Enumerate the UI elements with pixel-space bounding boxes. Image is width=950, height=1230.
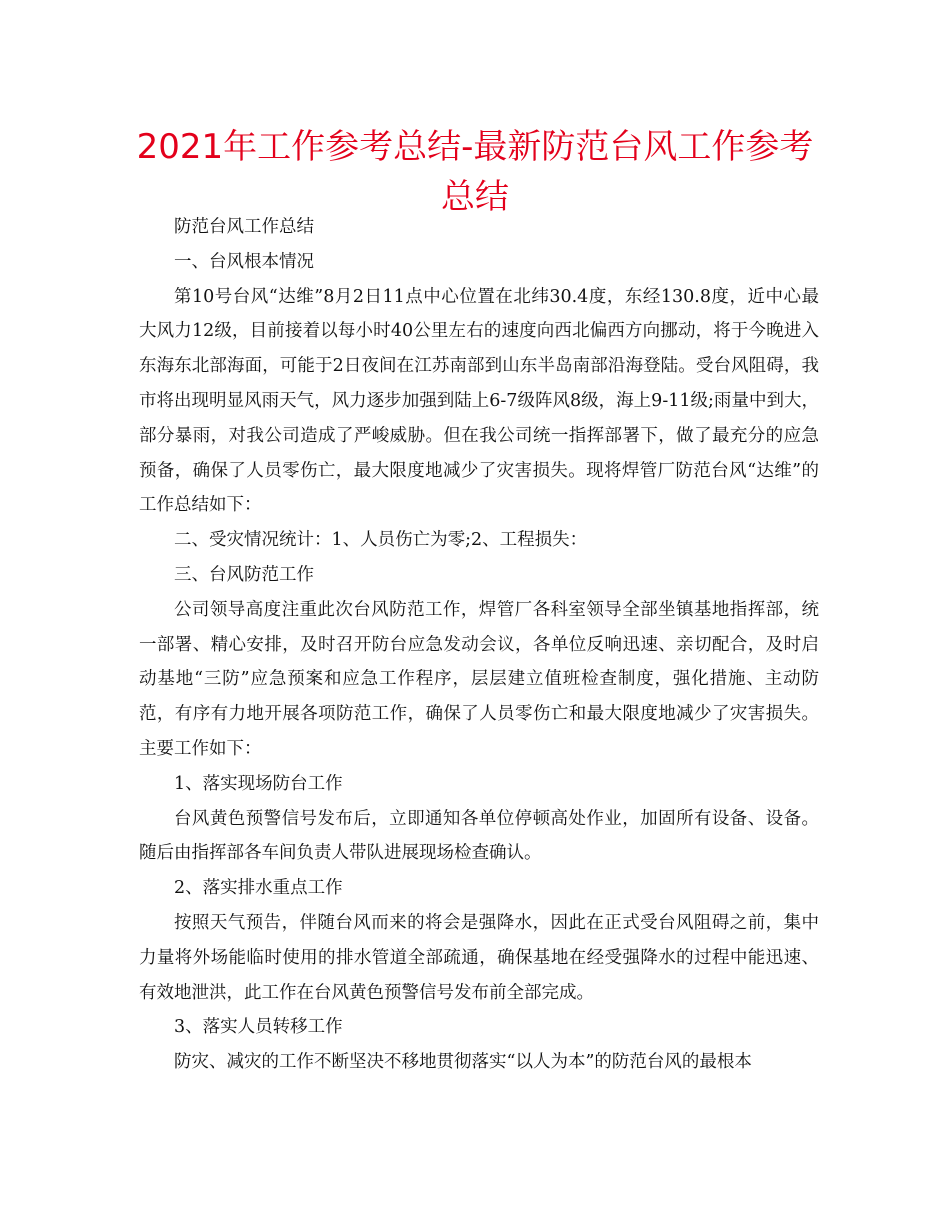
subsection-heading: 3、落实人员转移工作	[174, 1017, 343, 1038]
paragraph-heading: 防范台风工作总结	[174, 217, 314, 237]
document-body	[139, 210, 819, 1080]
paragraph: 公司领导高度注重此次台风防范工作，焊管厂各科室领导全部坐镇基地指挥部，统一部署、精心安排，及时召开防台应急发动会议，各单位反响迅速、亲切配合，及时启动基地“三防”应急预案和应急工作程序，层层建立值班检查制度，强化措施、主动防范，有序有力地开展各项防范工作，确保了人员零伤亡和最大限度地减少了灾害损失。主要工作如下：	[139, 599, 819, 759]
paragraph: 按照天气预告，伴随台风而来的将会是强降水，因此在正式受台风阻碍之前，集中力量将外场能临时使用的排水管道全部疏通，确保基地在经受强降水的过程中能迅速、有效地泄洪，此工作在台风黄色预警信号发布前全部完成。	[139, 912, 819, 1003]
section-heading: 三、台风防范工作	[174, 564, 314, 585]
subsection-heading: 2、落实排水重点工作	[174, 878, 343, 899]
paragraph: 第10号台风“达维”8月2日11点中心位置在北纬30.4度，东经130.8度，近中心最大风力12级，目前接着以每小时40公里左右的速度向西北偏西方向挪动，将于今晚进入东海东北部海面，可能于2日夜间在江苏南部到山东半岛南部沿海登陆。受台风阻碍，我市将出现明显风雨天气，风力逐步加强到陆上6-7级阵风8级，海上9-11级;雨量中到大，部分暴雨，对我公司造成了严峻威胁。但在我公司统一指挥部署下，做了最充分的应急预备，确保了人员零伤亡，最大限度地减少了灾害损失。现将焊管厂防范台风“达维”的工作总结如下：	[139, 286, 819, 516]
section-heading: 一、台风根本情况	[174, 251, 314, 272]
paragraph: 防灾、减灾的工作不断坚决不移地贯彻落实“以人为本”的防范台风的最根本	[174, 1052, 752, 1073]
document-title: 2021年工作参考总结-最新防范台风工作参考总结	[136, 127, 814, 217]
subsection-heading: 1、落实现场防台工作	[174, 773, 343, 794]
paragraph: 台风黄色预警信号发布后，立即通知各单位停顿高处作业，加固所有设备、设备。随后由指挥部各车间负责人带队进展现场检查确认。	[139, 808, 819, 864]
section-heading: 二、受灾情况统计：1、人员伤亡为零;2、工程损失：	[174, 530, 588, 551]
